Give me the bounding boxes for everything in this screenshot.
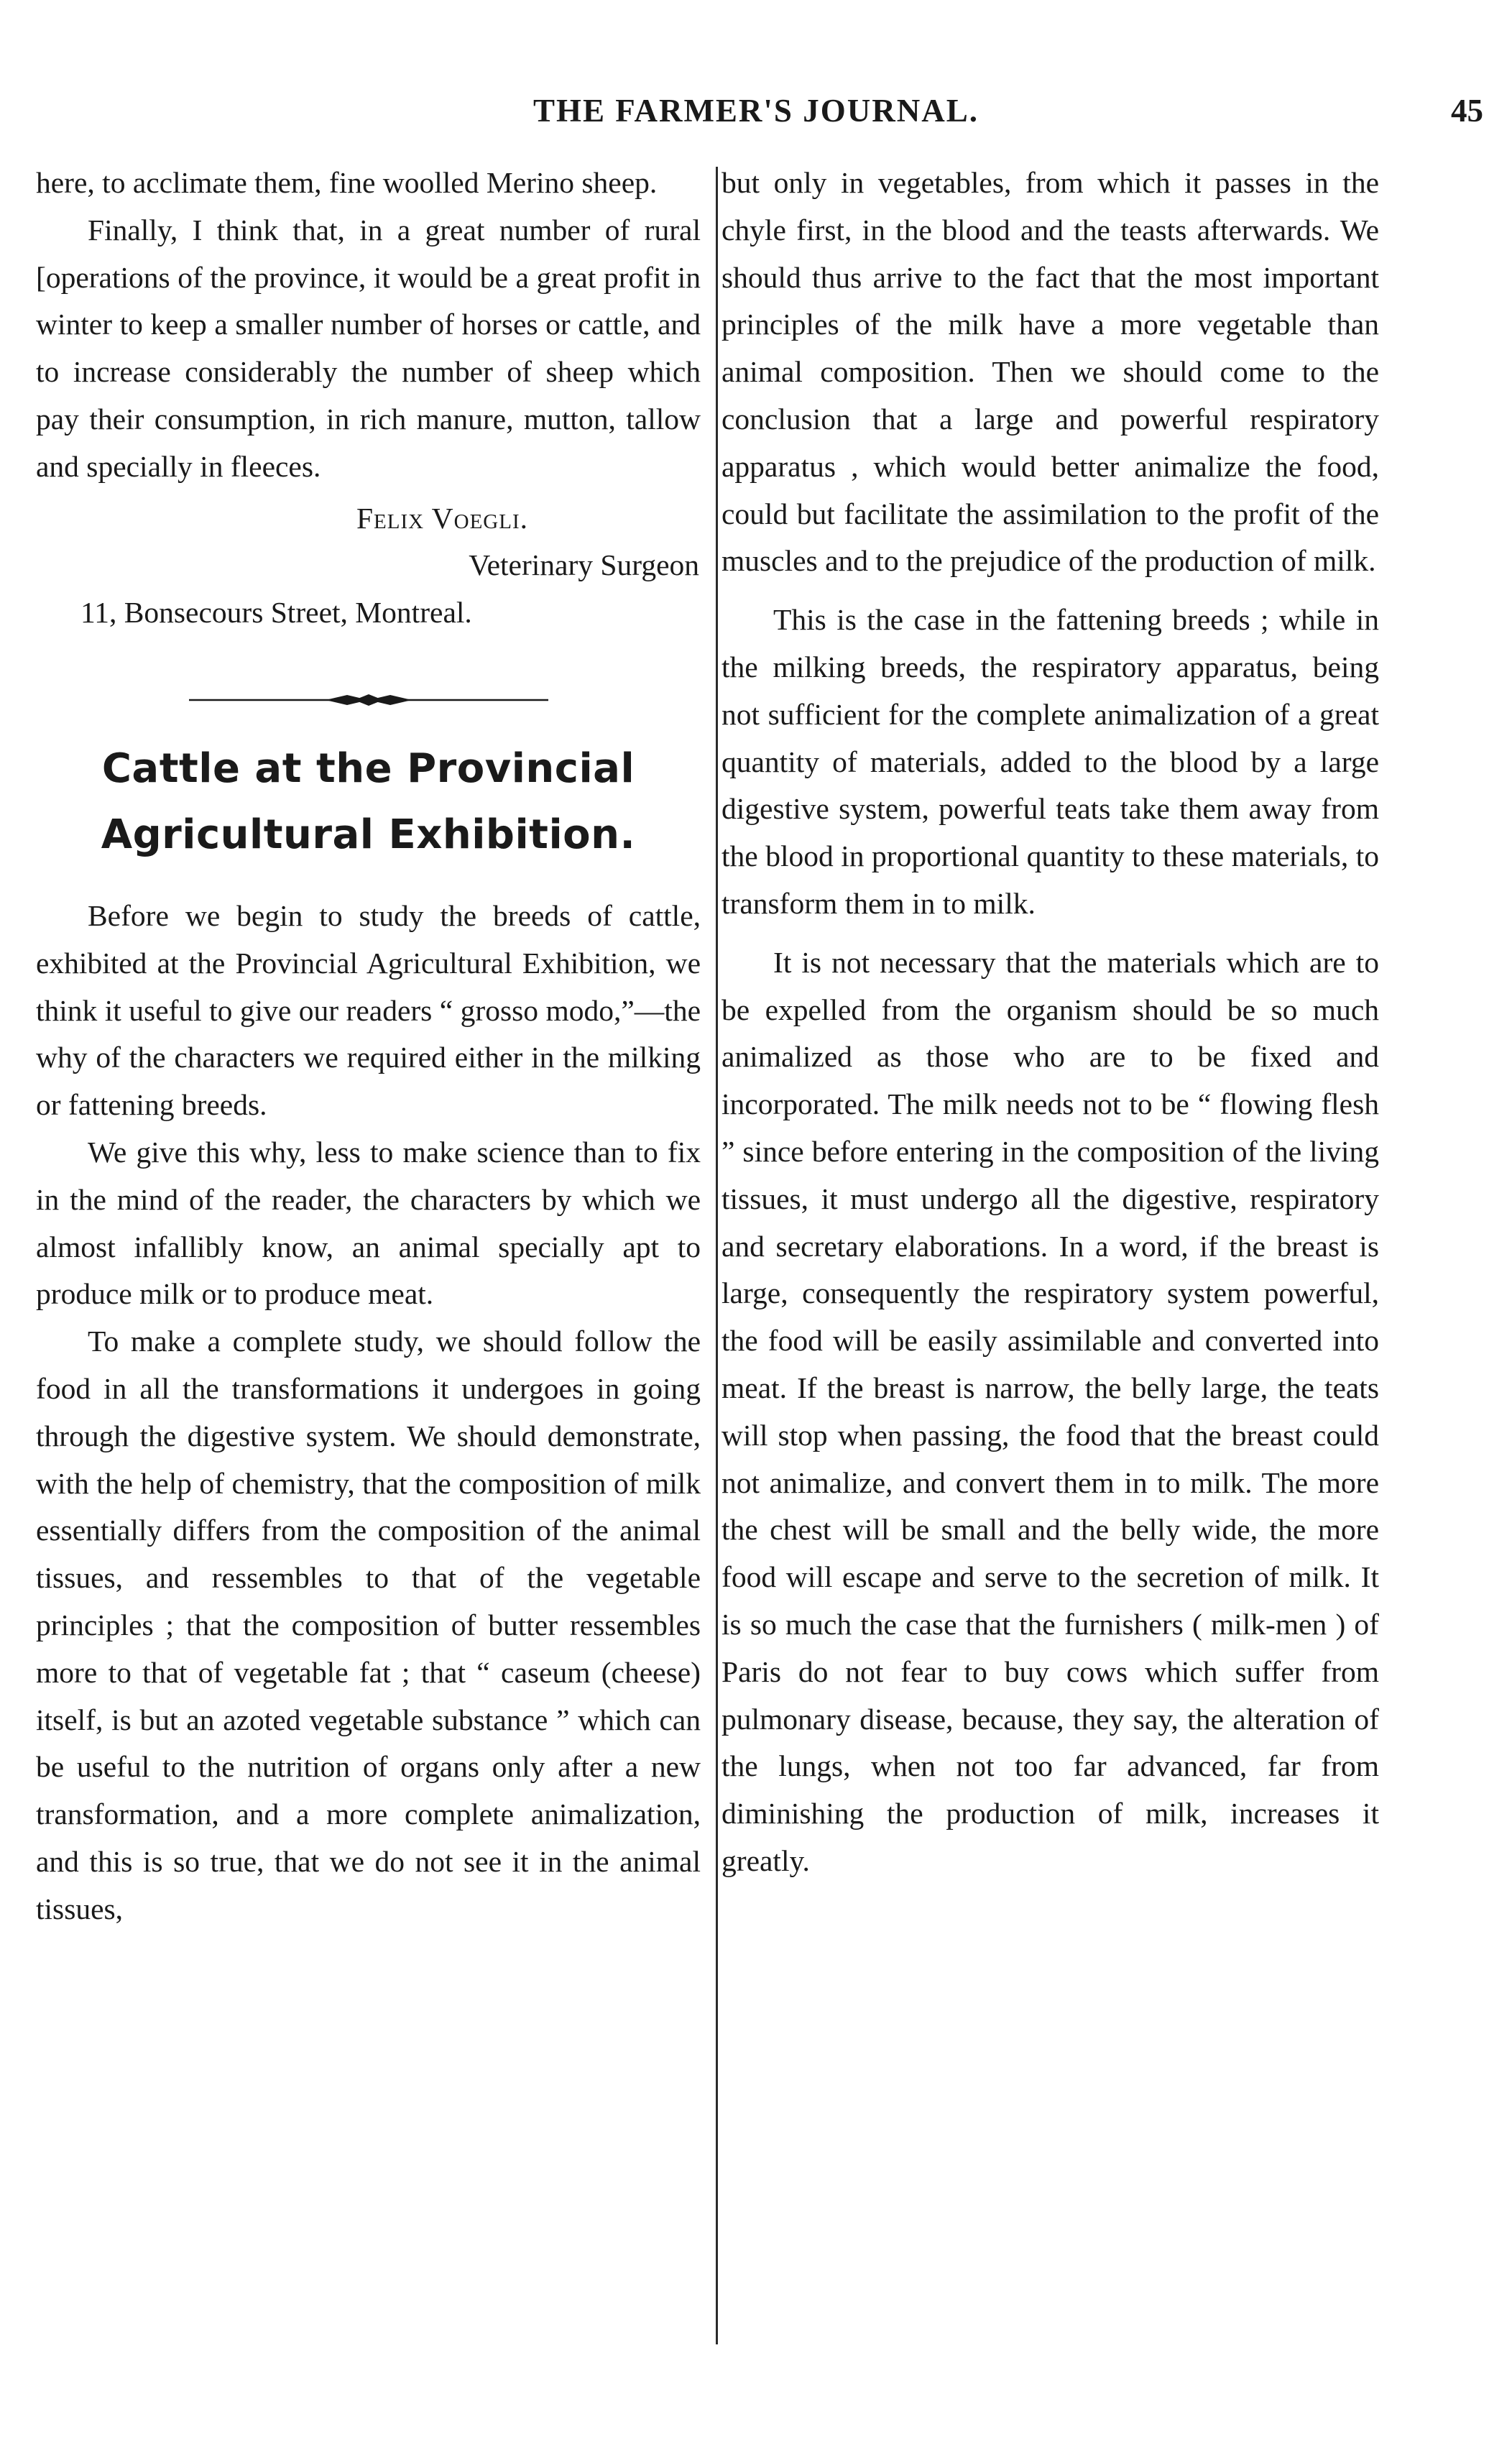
signature-name: Felix Voegli. [356,501,528,535]
signature-title: Veterinary Surgeon [469,548,699,582]
paragraph-vegetables: but only in vegetables, from which it passes in the chyle first, in the blood and the teasts afterwards. We should thus arrive to the fact that the most important principles of the milk have a more vegetable than animal composition. Then we should come to the conclusion that a large and powerful respiratory apparatus , which would better animalize the food, could but facilitate the assimilation to the profit of the muscles and to the prejudice of the production of milk. [722,166,1379,578]
left-column [36,160,701,1933]
paragraph-not-necessary: It is not necessary that the materials which are to be expelled from the organism should be so much animalized as those who are to be fixed and incorporated. The milk needs not to be “ flowing flesh ” since before entering in the composition of the living tissues, it must undergo all the digestive, respiratory and secretary elaborations. In a word, if the breast is large, consequently the respiratory system powerful, the food will be easily assimilable and converted into meat. If the breast is narrow, the belly large, the teats will stop when passing, the food that the breast could not animalize, and convert them in to milk. The more the chest will be small and the belly wide, the more food will escape and serve to the secretion of milk. It is so much the case that the furnishers ( milk-men ) of Paris do not fear to buy cows which suffer from pulmonary disease, because, they say, the alteration of the lungs, when not too far advanced, far from diminishing the production of milk, increases it greatly. [722,945,1379,1877]
page-header [0,92,1512,135]
running-title: THE FARMER'S JOURNAL. [533,93,979,129]
paragraph-we-give: We give this why, less to make science than to fix in the mind of the reader, the characters by which we almost infallibly know, an animal specially apt to produce milk or to produce meat. [36,1135,701,1311]
paragraph-before-we-begin: Before we begin to study the breeds of cattle, exhibited at the Provincial Agricultural Exhibition, we think it useful to give our readers “ grosso modo,”—the why of the characters we required either in the milking or fattening breeds. [36,898,701,1122]
paragraph-fattening-breeds: This is the case in the fattening breeds ; while in the milking breeds, the respiratory apparatus, being not sufficient for the complete animalization of a great quantity of materials, added to the blood by a large digestive system, powerful teats take them away from the blood in proportional quantity to these materials, to transform them in to milk. [722,603,1379,920]
column-divider [716,167,718,2344]
right-column [722,160,1379,1885]
paragraph-continuation: here, to acclimate them, fine woolled Merino sheep. [36,166,658,199]
paragraph-complete-study: To make a complete study, we should follow the food in all the transformations it undergoes in going through the digestive system. We should demonstrate, with the help of chemistry, that the composition of milk essentially differs from the composition of the animal tissues, and ressembles to that of the vegetable principles ; that the composition of butter ressembles more to that of vegetable fat ; that “ caseum (cheese) itself, is but an azoted vegetable substance ” which can be useful to the nutrition of organs only after a new transformation, and a more complete animalization, and this is so true, that we do not see it in the animal tissues, [36,1325,701,1925]
signature-address: 11, Bonsecours Street, Montreal. [80,596,472,630]
paragraph-finally: Finally, I think that, in a great number of rural [operations of the province, it would be a great profit in winter to keep a smaller number of horses or cattle, and to increase considerably the number of sheep which pay their consumption, in rich manure, mutton, tallow and specially in fleeces. [36,213,701,483]
section-divider-ornament [189,693,548,707]
page-number: 45 [1451,93,1483,129]
section-heading: Cattle at the Provincial Agricultural Exhibition. [101,745,636,858]
